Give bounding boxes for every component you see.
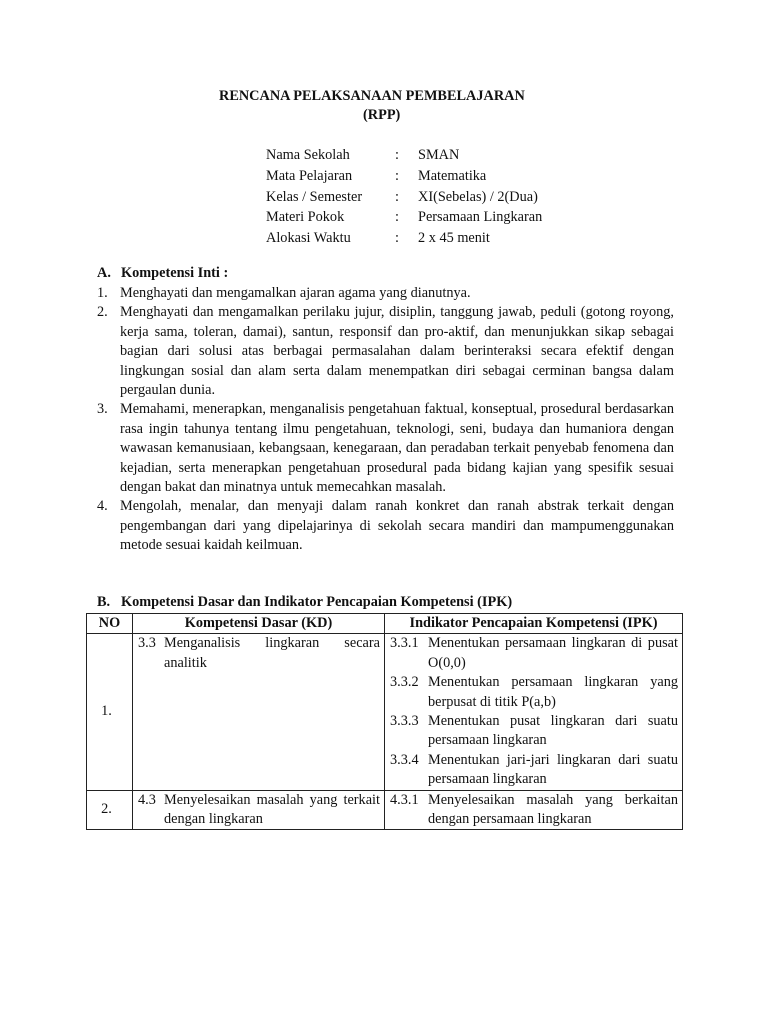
ipk-item	[390, 673, 678, 712]
section-letter: B.	[97, 594, 111, 610]
identity-separator: :	[395, 167, 399, 184]
title-line-1: RENCANA PELAKSANAAN PEMBELAJARAN	[219, 88, 525, 104]
kd-text: Menganalisis lingkaran secara analitik	[164, 635, 380, 671]
identity-separator: :	[395, 230, 399, 247]
kd-code: 3.3	[138, 635, 156, 652]
kd-text: Menyelesaikan masalah yang terkait dengan lingkaran	[164, 791, 380, 828]
identity-value: SMAN	[418, 147, 460, 163]
kompetensi-inti-list	[97, 284, 674, 556]
kd-item	[138, 791, 380, 830]
column-header-kd: Kompetensi Dasar (KD)	[133, 614, 385, 634]
title-line-2: (RPP)	[363, 107, 401, 123]
list-item	[97, 284, 674, 303]
ipk-code: 3.3.3	[390, 713, 419, 730]
table-row	[87, 790, 683, 830]
identity-separator: :	[395, 209, 399, 226]
list-item	[97, 303, 674, 400]
ipk-code: 3.3.2	[390, 674, 419, 691]
ipk-item	[390, 751, 678, 790]
kd-ipk-table	[86, 613, 683, 830]
list-number: 2.	[97, 304, 108, 321]
kd-code: 4.3	[138, 791, 156, 808]
identity-label: Alokasi Waktu	[266, 230, 351, 247]
row-number: 2.	[87, 790, 133, 830]
ipk-text: Menentukan persamaan lingkaran yang berpusat di titik P(a,b)	[428, 674, 678, 710]
ipk-item	[390, 791, 678, 830]
identity-label: Kelas / Semester	[266, 188, 363, 205]
ipk-cell	[385, 790, 683, 830]
list-number: 1.	[97, 285, 108, 301]
ipk-item	[390, 634, 678, 673]
identity-value: Matematika	[418, 167, 487, 184]
ipk-text: Menentukan pusat lingkaran dari suatu persamaan lingkaran	[428, 713, 678, 749]
row-number: 1.	[87, 634, 133, 790]
section-letter: A.	[97, 265, 111, 281]
identity-separator: :	[395, 188, 399, 205]
identity-value: XI(Sebelas) / 2(Dua)	[418, 188, 538, 205]
ipk-cell	[385, 634, 683, 790]
kd-cell	[133, 790, 385, 830]
ipk-code: 4.3.1	[390, 791, 419, 808]
list-number: 3.	[97, 401, 108, 418]
identity-label: Nama Sekolah	[266, 147, 350, 163]
ipk-text: Menentukan persamaan lingkaran di pusat O(0,0)	[428, 635, 678, 671]
list-text: Mengolah, menalar, dan menyaji dalam ranah konkret dan ranah abstrak terkait dengan pengembangan dari yang dipelajarinya di sekolah secara mandiri dan mampumenggunakan metode sesuai kaidah keilmuan.	[120, 498, 674, 554]
identity-value: 2 x 45 menit	[418, 230, 490, 247]
table-header-row	[87, 614, 683, 634]
column-header-ipk: Indikator Pencapaian Kompetensi (IPK)	[385, 614, 683, 634]
kd-cell	[133, 634, 385, 790]
kd-item	[138, 634, 380, 673]
ipk-code: 3.3.4	[390, 751, 419, 768]
identity-label: Mata Pelajaran	[266, 167, 353, 184]
section-title: Kompetensi Dasar dan Indikator Pencapaian Kompetensi (IPK)	[121, 594, 513, 610]
section-title: Kompetensi Inti :	[121, 265, 229, 281]
ipk-item	[390, 712, 678, 751]
list-text: Memahami, menerapkan, menganalisis pengetahuan faktual, konseptual, prosedural berdasarkan rasa ingin tahunya tentang ilmu pengetahuan, teknologi, seni, budaya dan humaniora dengan wawasan kemanusiaan, kebangsaan, kenegaraan, dan peradaban terkait penyebab fenomena dan kejadian, serta menerapkan pengetahuan prosedural pada bidang kajian yang spesifik sesuai dengan bakat dan minatnya untuk memecahkan masalah.	[120, 401, 674, 496]
list-number: 4.	[97, 498, 108, 515]
identity-label: Materi Pokok	[266, 209, 345, 226]
list-text: Menghayati dan mengamalkan ajaran agama yang dianutnya.	[120, 285, 471, 301]
table-row	[87, 634, 683, 790]
ipk-text: Menyelesaikan masalah yang berkaitan dengan persamaan lingkaran	[428, 791, 678, 828]
ipk-code: 3.3.1	[390, 635, 419, 652]
list-text: Menghayati dan mengamalkan perilaku jujur, disiplin, tanggung jawab, peduli (gotong royong, kerja sama, toleran, damai), santun, responsif dan pro-aktif, dan menunjukkan sikap sebagai bagian dari solusi atas berbagai permasalahan dalam berinteraksi secara efektif dengan lingkungan sosial dan alam serta dalam menempatkan diri sebagai cerminan bangsa dalam pergaulan dunia.	[120, 304, 674, 399]
identity-separator: :	[395, 147, 399, 163]
list-item	[97, 400, 674, 497]
list-item	[97, 497, 674, 555]
column-header-no: NO	[87, 614, 133, 634]
ipk-text: Menentukan jari-jari lingkaran dari suatu persamaan lingkaran	[428, 751, 678, 788]
identity-value: Persamaan Lingkaran	[418, 209, 543, 226]
